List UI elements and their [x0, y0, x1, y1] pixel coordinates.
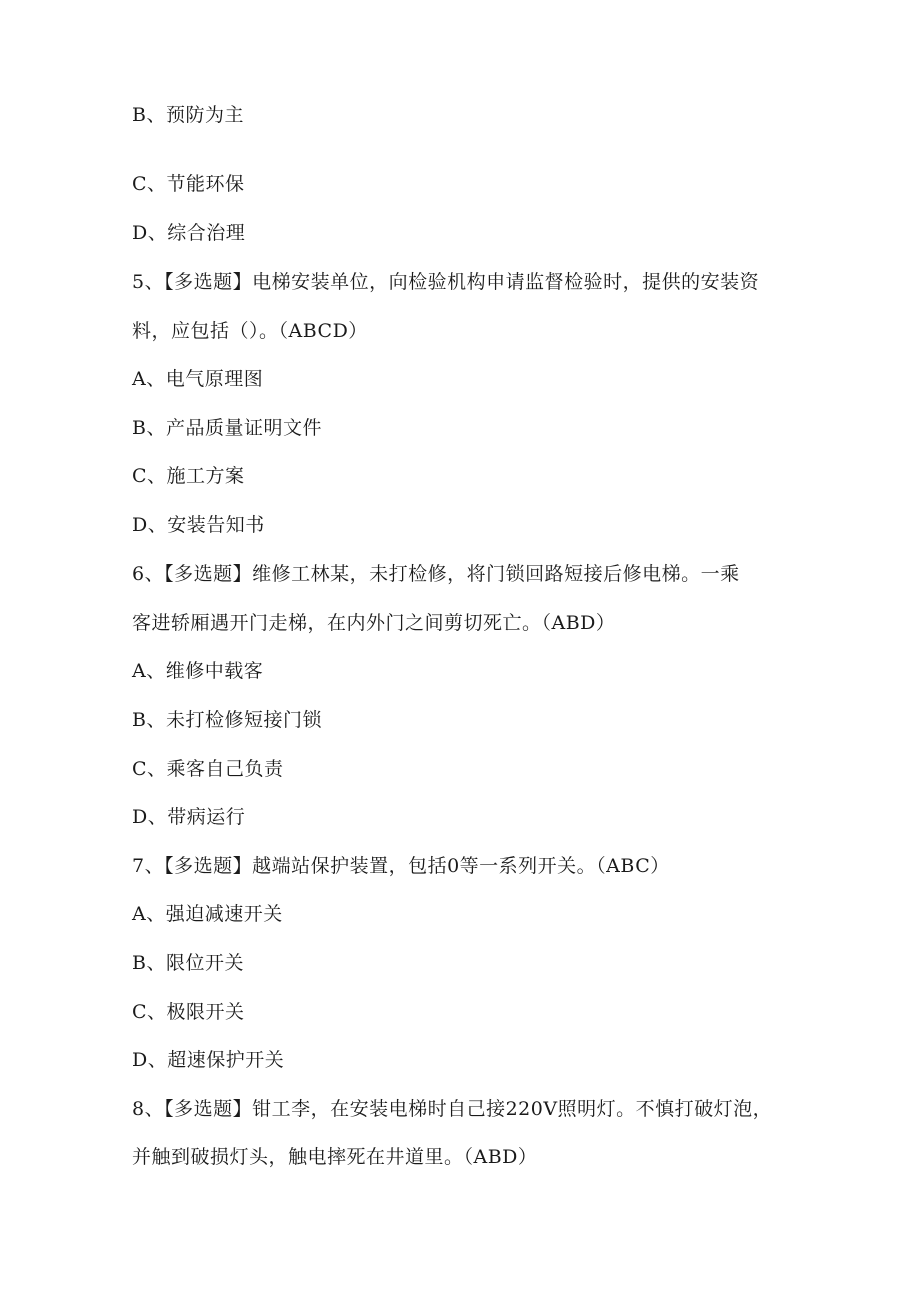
- option-c-q5: C、施工方案: [132, 465, 245, 487]
- option-c-q7: C、极限开关: [132, 1001, 245, 1023]
- option-b-q6: B、未打检修短接门锁: [132, 709, 322, 731]
- option-d-q4: D、综合治理: [132, 222, 246, 244]
- question-6-line-2: 客进轿厢遇开门走梯，在内外门之间剪切死亡。（ABD）: [132, 612, 616, 634]
- option-d-q7: D、超速保护开关: [132, 1049, 285, 1071]
- option-a-q6: A、维修中载客: [132, 660, 264, 682]
- question-7: 7、【多选题】越端站保护装置，包括0等一系列开关。（ABC）: [132, 855, 670, 877]
- option-b-q5: B、产品质量证明文件: [132, 417, 322, 439]
- question-6-line-1: 6、【多选题】维修工林某，未打检修，将门锁回路短接后修电梯。一乘: [132, 563, 740, 585]
- option-d-q6: D、带病运行: [132, 806, 246, 828]
- option-a-q7: A、强迫减速开关: [132, 903, 283, 925]
- option-b-q4: B、预防为主: [132, 104, 244, 126]
- option-b-q7: B、限位开关: [132, 952, 244, 974]
- question-5-line-2: 料，应包括（）。（ABCD）: [132, 320, 368, 342]
- question-8-line-1: 8、【多选题】钳工李，在安装电梯时自己接220V照明灯。不慎打破灯泡，: [132, 1098, 773, 1120]
- question-8-line-2: 并触到破损灯头，触电摔死在井道里。（ABD）: [132, 1146, 538, 1168]
- question-5-line-1: 5、【多选题】电梯安装单位，向检验机构申请监督检验时，提供的安装资: [132, 271, 760, 293]
- option-a-q5: A、电气原理图: [132, 368, 264, 390]
- option-d-q5: D、安装告知书: [132, 514, 265, 536]
- option-c-q4: C、节能环保: [132, 173, 245, 195]
- option-c-q6: C、乘客自己负责: [132, 758, 284, 780]
